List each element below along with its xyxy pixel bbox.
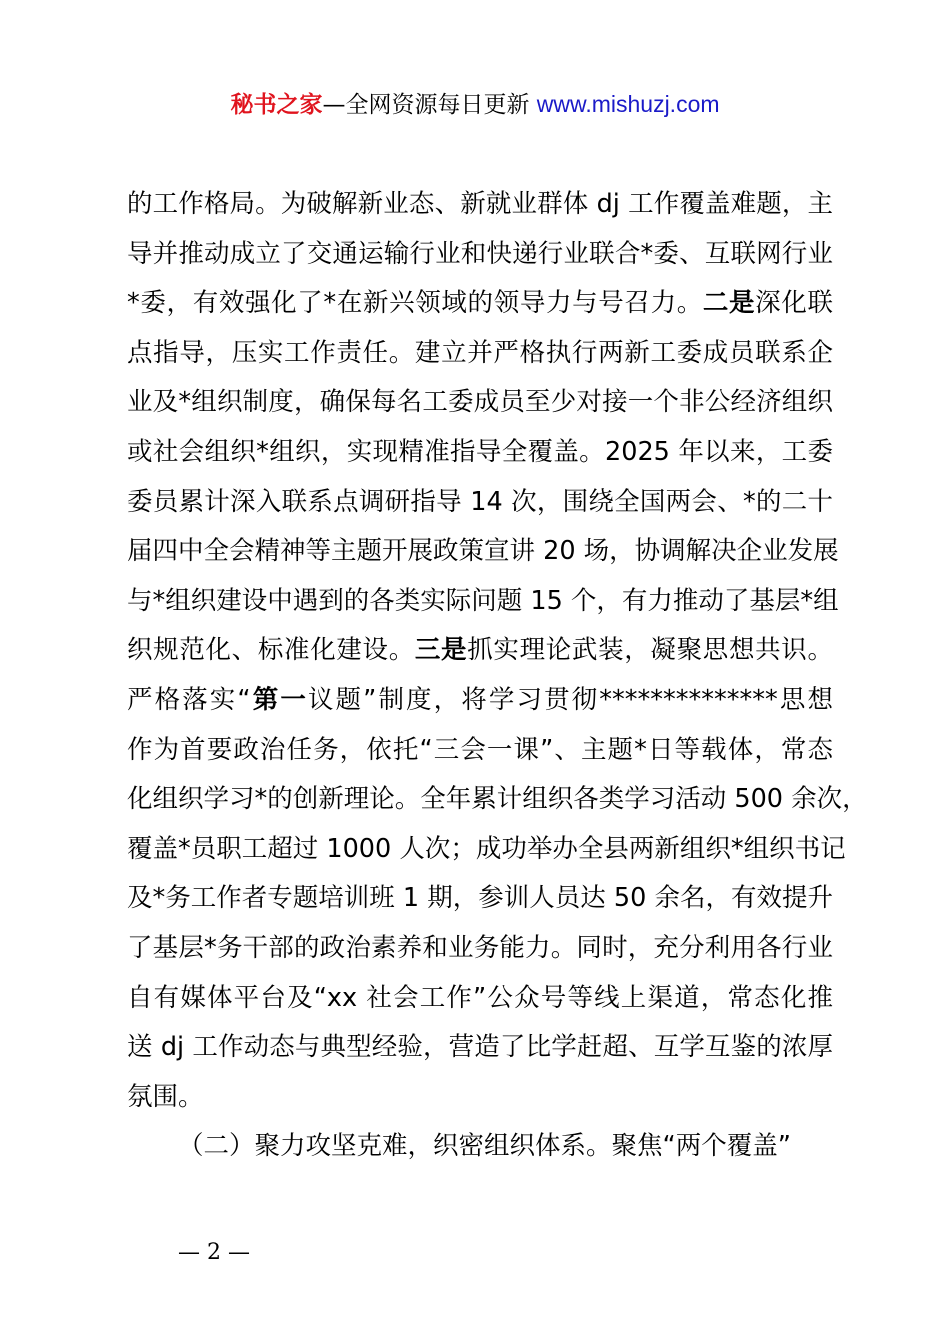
bold-text: 第一 — [250, 684, 308, 715]
text-line — [127, 478, 833, 528]
text-line — [127, 279, 833, 329]
text-segment: *委，有效强化了*在新兴领域的领导力与号召力。 — [127, 288, 703, 319]
text-segment: 或社会组织*组织，实现精准指导全覆盖。2025 年以来，工委 — [127, 436, 833, 467]
text-segment: 业及*组织制度，确保每名工委成员至少对接一个非公经济组织 — [127, 387, 833, 418]
bold-text: 二是 — [702, 288, 756, 319]
header-tagline: —全网资源每日更新 — [322, 92, 537, 118]
text-line — [127, 874, 833, 924]
text-segment: 及*务工作者专题培训班 1 期，参训人员达 50 余名，有效提升 — [127, 883, 833, 914]
text-segment: 严格落实“ — [127, 684, 251, 715]
text-segment: （二）聚力攻坚克难，织密组织体系。聚焦“两个覆盖” — [178, 1131, 791, 1162]
text-segment: 导并推动成立了交通运输行业和快递行业联合*委、互联网行业 — [127, 238, 833, 269]
text-line — [127, 775, 868, 825]
text-line — [127, 1073, 833, 1123]
text-segment: 了基层*务干部的政治素养和业务能力。同时，充分利用各行业 — [127, 932, 833, 963]
text-segment: 送 dj 工作动态与典型经验，营造了比学赶超、互学互鉴的浓厚 — [127, 1032, 833, 1063]
text-line — [127, 974, 833, 1024]
text-line — [127, 1122, 833, 1172]
text-line — [127, 527, 839, 577]
text-segment: 的工作格局。为破解新业态、新就业群体 dj 工作覆盖难题，主 — [127, 189, 833, 219]
text-line — [127, 825, 846, 875]
text-line — [127, 329, 833, 379]
text-line — [127, 626, 833, 676]
page-number: — 2 — — [178, 1240, 250, 1265]
text-segment: 覆盖*员职工超过 1000 人次；成功举办全县两新组织*组织书记 — [127, 833, 846, 864]
text-line — [127, 180, 833, 230]
site-url-link[interactable]: www.mishuzj.com — [536, 91, 720, 117]
document-body — [127, 180, 868, 1172]
brand-name: 秘书之家 — [230, 92, 323, 118]
text-segment: 议题”制度，将学习贯彻**************思想 — [307, 684, 833, 715]
text-segment: 氛围。 — [127, 1081, 204, 1112]
text-segment: 与*组织建设中遇到的各类实际问题 15 个，有力推动了基层*组 — [127, 585, 839, 616]
text-line — [127, 676, 833, 726]
text-segment: 抓实理论武装，凝聚思想共识。 — [467, 635, 833, 666]
text-segment: 委员累计深入联系点调研指导 14 次，围绕全国两会、*的二十 — [127, 486, 833, 517]
text-line — [127, 230, 833, 280]
bold-text: 三是 — [414, 635, 468, 666]
text-line — [127, 378, 833, 428]
text-segment: 深化联 — [755, 288, 833, 319]
text-segment: 化组织学习*的创新理论。全年累计组织各类学习活动 500 余次， — [127, 784, 868, 815]
text-segment: 点指导，压实工作责任。建立并严格执行两新工委成员联系企 — [127, 337, 833, 368]
text-line — [127, 428, 833, 478]
site-header — [0, 88, 950, 121]
text-line — [127, 726, 833, 776]
text-segment: 届四中全会精神等主题开展政策宣讲 20 场，协调解决企业发展 — [127, 536, 839, 567]
text-line — [127, 577, 839, 627]
text-line — [127, 1023, 833, 1073]
text-segment: 自有媒体平台及“xx 社会工作”公众号等线上渠道，常态化推 — [127, 982, 833, 1013]
text-line — [127, 924, 833, 974]
text-segment: 作为首要政治任务，依托“三会一课”、主题*日等载体，常态 — [127, 734, 833, 765]
text-segment: 织规范化、标准化建设。 — [127, 635, 415, 666]
